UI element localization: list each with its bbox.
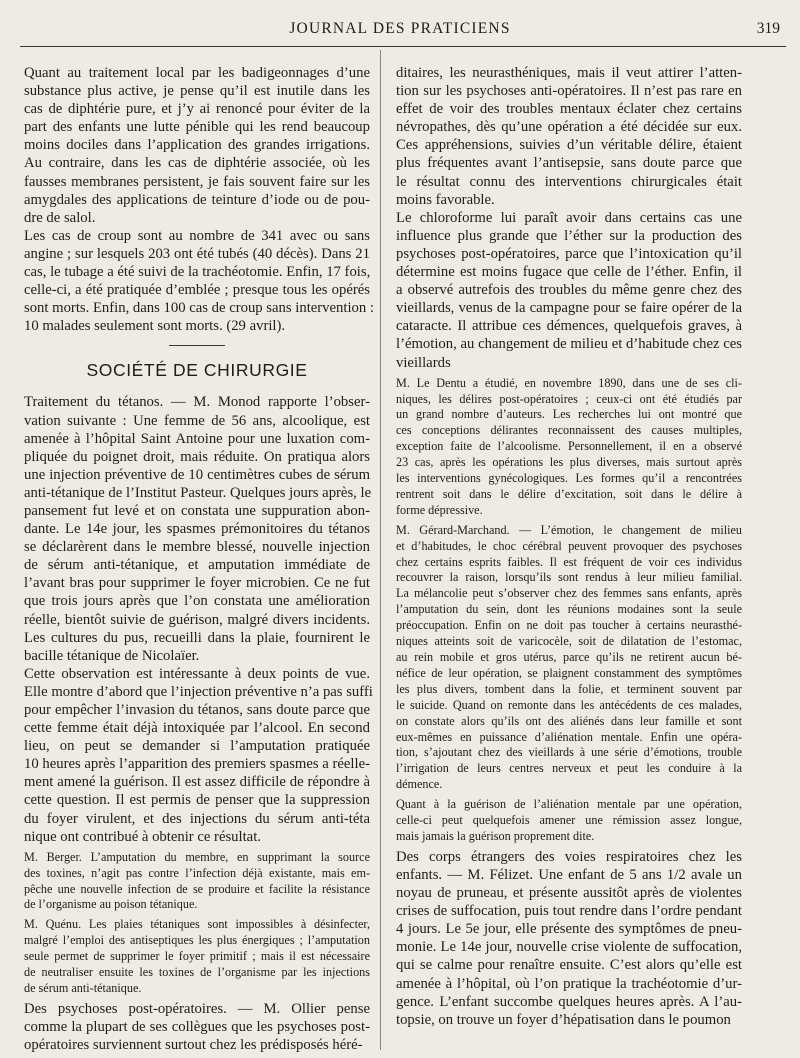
text-line: des toxines, n’agit pas contre l’infection déjà existante, mais em-: [24, 865, 370, 880]
text-line: les interventions gynécologiques. Les formes qu’il a rencontrées: [396, 471, 742, 486]
text-line: cas, le tubage a été suivi de la trachéotomie. Enfin, 17 fois,: [24, 264, 371, 281]
text-line: rentrent soit dans le délire d’excitation, soit dans le délire à: [396, 486, 742, 501]
text-line: une injection préventive de 10 centimètres cubes de sérum: [24, 466, 370, 483]
text-line: de sérum anti-tétanique, et amputation immédiate de: [24, 557, 370, 574]
text-line: angine ; sur lesquels 203 ont été tubés (40 décès). Dans 21: [24, 245, 370, 262]
text-line: préoccupation. Enfin on ne doit pas toucher à certains neurasthé-: [396, 618, 742, 633]
text-line: monie. Le 14e jour, nouvelle crise violente de suffocation,: [396, 939, 742, 956]
text-line: néfice de leur opération, se plaignent constamment des symptômes: [396, 665, 742, 680]
left-column: [24, 64, 374, 1054]
text-line: Les cas de croup sont au nombre de 341 avec ou sans: [24, 227, 370, 244]
text-line: ces conceptions délirantes reconnaissent des causes multiples,: [396, 423, 742, 438]
text-line: amenée à l’hôpital, où l’on pratique la trachéotomie d’ur-: [396, 975, 742, 992]
text-line: cette femme était déjà intoxiquée par l’alcool. En second: [24, 720, 370, 737]
text-line: l’amputation du sein, dont les réunions modaines sont la seule: [396, 602, 742, 617]
text-line: Elle montre d’abord que l’injection préventive n’a pas suffi: [24, 683, 373, 700]
text-line: Quant à la guérison de l’aliénation mentale par une opération,: [396, 797, 742, 812]
text-line: de sérum anti-tétanique.: [24, 981, 142, 995]
text-line: que trois jours après que l’on constata une amélioration: [24, 593, 370, 610]
text-line: pansement fut levé et on constata une suppuration abon-: [24, 502, 370, 519]
text-line: de neutraliser ensuite les toxines de l’organisme par les injections: [24, 965, 370, 980]
text-line: niques, les délires post-opératoires ; ceux-ci ont été étudiés par: [396, 391, 742, 406]
text-line: effet de voir des troubles mentaux éclater chez certains: [396, 101, 742, 118]
remark-gerard-marchand: [396, 523, 742, 793]
page-number: 319: [756, 20, 780, 37]
paragraph-local-treatment: [24, 64, 370, 227]
text-line: malgré l’emploi des antiseptiques les plus énergiques ; l’amputation: [24, 933, 370, 948]
text-line: amygdales des applications de teinture d’iode ou de pou-: [24, 191, 370, 208]
section-separator: [169, 345, 225, 346]
text-line: celle-ci, a été pratiquée d’emblée ; presque tous les opérés: [24, 282, 370, 299]
text-line: détermine est moins fugace que celle de l’éther. Enfin, il: [396, 264, 742, 281]
text-line: Traitement du tétanos. — M. Monod rapporte l’obser-: [24, 394, 370, 411]
text-line: plus fréquentes avant l’antisepsie, sans doute parce que: [396, 155, 742, 172]
paragraph-foreign-bodies: [396, 848, 742, 1029]
text-line: pêche une nouvelle infection de se produire et facilite la résistance: [24, 881, 370, 896]
text-line: M. Quénu. Les plaies tétaniques sont impossibles à désinfecter,: [24, 917, 370, 932]
text-line: amenée à l’hôpital Saint Antoine pour une luxation com-: [24, 430, 370, 447]
text-line: forme dépressive.: [396, 502, 483, 517]
text-line: 23 cas, après les opérations les plus diverses, mais surtout après: [396, 455, 742, 470]
text-line: opératoires surviennent surtout chez les prédisposés héré-: [24, 1037, 363, 1054]
paragraph-post-operative-psychoses: [24, 1000, 370, 1054]
text-line: part des enfants une lutte pénible qui les rend beaucoup: [24, 119, 370, 136]
text-line: Les cultures du pus, recueilli dans la plaie, fournirent le: [24, 629, 370, 646]
remark-quenu: [24, 917, 370, 997]
text-line: topsie, on trouve un foyer d’hépatisation dans le poumon: [396, 1011, 731, 1028]
text-line: Quant au traitement local par les badigeonnages d’une: [24, 65, 370, 81]
text-line: l’avant bras pour supprimer le foyer microbien. Ce ne fut: [24, 575, 370, 592]
text-line: 4 jours. Le 5e jour, elle présente des symptômes de pneu-: [396, 921, 742, 938]
text-line: cas de diphtérie pure, et j’y ai renoncé pour éviter de la: [24, 101, 370, 118]
text-line: dante. Le 14e jour, les spasmes prémonitoires du tétanos: [24, 521, 370, 538]
text-line: l’irrigation de leurs centres nerveux et peut les conduire à la: [396, 761, 742, 776]
text-line: les plus divers, tombent dans la folie, et terminent souvent par: [396, 681, 742, 696]
text-line: tion, s’ajoutant chez des vieillards à une série d’émotions, trouble: [396, 745, 742, 760]
text-line: 10 heures après l’apparition des premiers spasmes a réelle-: [24, 756, 370, 773]
text-line: chez certains esprits faibles. Il est fréquent de voir ces individus: [396, 554, 742, 569]
running-title: JOURNAL DES PRATICIENS: [289, 20, 511, 37]
text-line: M. Gérard-Marchand. — L’émotion, le changement de milieu: [396, 522, 742, 537]
text-line: gence. L’enfant succombe quelques heures après. A l’au-: [396, 993, 742, 1010]
text-line: fausses membranes persistent, je fais souvent faire sur les: [24, 173, 370, 190]
section-heading: SOCIÉTÉ DE CHIRURGIE: [86, 360, 308, 381]
text-line: M. Berger. L’amputation du membre, en supprimant la source: [24, 849, 370, 864]
remark-berger: [24, 850, 370, 914]
remark-le-dentu: [396, 376, 742, 519]
text-line: Des corps étrangers des voies respiratoires chez les: [396, 848, 742, 865]
remark-mental-alienation: [396, 797, 742, 845]
page-header: [20, 8, 780, 42]
text-line: Des psychoses post-opératoires. — M. Ollier pense: [24, 1000, 370, 1017]
text-line: substance plus active, je pense qu’il est inutile dans les: [24, 83, 370, 100]
text-line: cataracte. Il attribue ces démences, quelquefois graves, à: [396, 318, 742, 335]
text-line: influence plus grande que l’éther sur la production des: [396, 227, 742, 244]
paragraph-croup-cases: [24, 227, 374, 336]
text-line: Le chloroforme lui paraît avoir dans certains cas une: [396, 209, 742, 226]
paragraph-observation: [24, 665, 373, 846]
text-line: crises de suffocation, puis tout rendre dans l’ordre pendant: [396, 903, 742, 920]
text-line: se déclarèrent dans le membre blessé, nouvelle injection: [24, 539, 370, 556]
paragraph-chloroform: [396, 209, 742, 372]
text-line: vation suivante : Une femme de 56 ans, alcoolique, est: [24, 412, 370, 429]
column-divider: [380, 50, 381, 1050]
text-line: cette question. Il est permis de penser que la suppression: [24, 792, 370, 809]
text-line: dre de salol.: [24, 209, 96, 226]
text-line: 10 malades seulement sont morts. (29 avril).: [24, 318, 286, 335]
text-line: le résultat connu des interventions chirurgicales était: [396, 173, 742, 190]
text-line: eux-mêmes en puissance d’aliénation mentale. Enfin une opéra-: [396, 729, 742, 744]
text-line: psychoses post-opératoires, parce que l’intoxication qu’il: [396, 245, 742, 262]
text-line: du foyer virulent, et des injections du sérum anti-téta: [24, 810, 370, 827]
right-column: [396, 64, 742, 1029]
text-line: tion sur les psychoses anti-opératoires. Il n’est pas rare en: [396, 83, 742, 100]
text-line: La mélancolie peut s’observer chez des femmes sans enfants, après: [396, 586, 742, 601]
text-line: lieu, on peut se demander si l’amputation pratiquée: [24, 738, 370, 755]
text-line: pour empêcher l’invasion du tétanos, sans doute parce que: [24, 702, 370, 718]
text-line: M. Le Dentu a étudié, en novembre 1890, dans une de ses cli-: [396, 375, 742, 390]
text-line: seule permet de supprimer le foyer primitif ; mais il est nécessaire: [24, 949, 370, 964]
text-line: mais jamais la guérison proprement dite.: [396, 828, 595, 843]
text-line: celle-ci peut quelquefois amener une rémission assez longue,: [396, 813, 742, 828]
text-line: comme la plupart de ses collègues que les psychoses post-: [24, 1019, 370, 1035]
text-line: niques atteints soit de varicocèle, soit de dilatation de l’estomac,: [396, 634, 742, 649]
text-line: ditaires, les neurasthéniques, mais il veut attirer l’atten-: [396, 65, 742, 81]
text-line: a observé autrefois des troubles du même genre chez des: [396, 282, 742, 299]
text-line: on constate alors qu’ils ont des aliénés dans leur famille et sont: [396, 713, 742, 728]
text-line: qui se calme pour renaître ensuite. C’est alors qu’elle est: [396, 957, 742, 974]
text-line: démence.: [396, 777, 443, 792]
text-line: Au contraire, dans les cas de diphtérie associée, où les: [24, 155, 370, 172]
paragraph-psychoses-continued: [396, 64, 742, 209]
text-line: recouvrer la raison, lorsqu’ils sont rendus à leur milieu familial.: [396, 570, 742, 585]
text-line: exception faite de l’alcoolisme. Personnellement, il en a observé: [396, 439, 742, 454]
text-line: ment amené la guérison. Il est assez difficile de répondre à: [24, 774, 370, 791]
text-line: vieillards, venus de la campagne pour se faire opérer de la: [396, 300, 742, 317]
paragraph-tetanus-treatment: [24, 393, 370, 664]
text-line: vieillards: [396, 354, 451, 371]
text-line: Cette observation est intéressante à deux points de vue.: [24, 665, 370, 682]
text-line: nique ont contribué à obtenir ce résultat.: [24, 828, 261, 845]
text-line: réelle, bientôt suivie de guérison, malgré divers incidents.: [24, 611, 370, 628]
text-line: pliquée du poignet droit, mais réduite. On pratiqua alors: [24, 448, 370, 465]
text-line: moins favorable.: [396, 191, 495, 208]
text-line: l’émotion, au changement de milieu et d’habitude chez ces: [396, 336, 742, 353]
text-line: au rein mobile et gros utérus, parce qu’ils ne retirent aucun bé-: [396, 650, 742, 664]
text-line: noyau de pruneau, et présente aussitôt après de violentes: [396, 885, 742, 902]
text-line: le suicide. Quand on remonte dans les antécédents de ces malades,: [396, 697, 742, 712]
text-line: un grand nombre d’auteurs. Les recherches lui ont montré que: [396, 407, 742, 422]
text-line: Ces appréhensions, suivies d’un véritable délire, étaient: [396, 137, 742, 154]
text-line: et d’habitudes, le choc cérébral peuvent provoquer des psychoses: [396, 538, 742, 553]
text-line: enfants. — M. Félizet. Une enfant de 5 ans 1/2 avale un: [396, 866, 742, 883]
text-line: bacille tétanique de Nicolaïer.: [24, 647, 200, 664]
text-line: anti-tétanique de l’Institut Pasteur. Quelques jours après, le: [24, 484, 372, 501]
text-line: moins dociles dans l’application des grandes irrigations.: [24, 137, 370, 154]
text-line: de l’organisme au poison tétanique.: [24, 897, 198, 912]
header-rule: [20, 46, 786, 47]
text-line: sont morts. Enfin, dans 100 cas de croup sans intervention :: [24, 300, 374, 317]
text-line: névropathes, dès qu’une opération a été décidée sur eux.: [396, 119, 742, 136]
